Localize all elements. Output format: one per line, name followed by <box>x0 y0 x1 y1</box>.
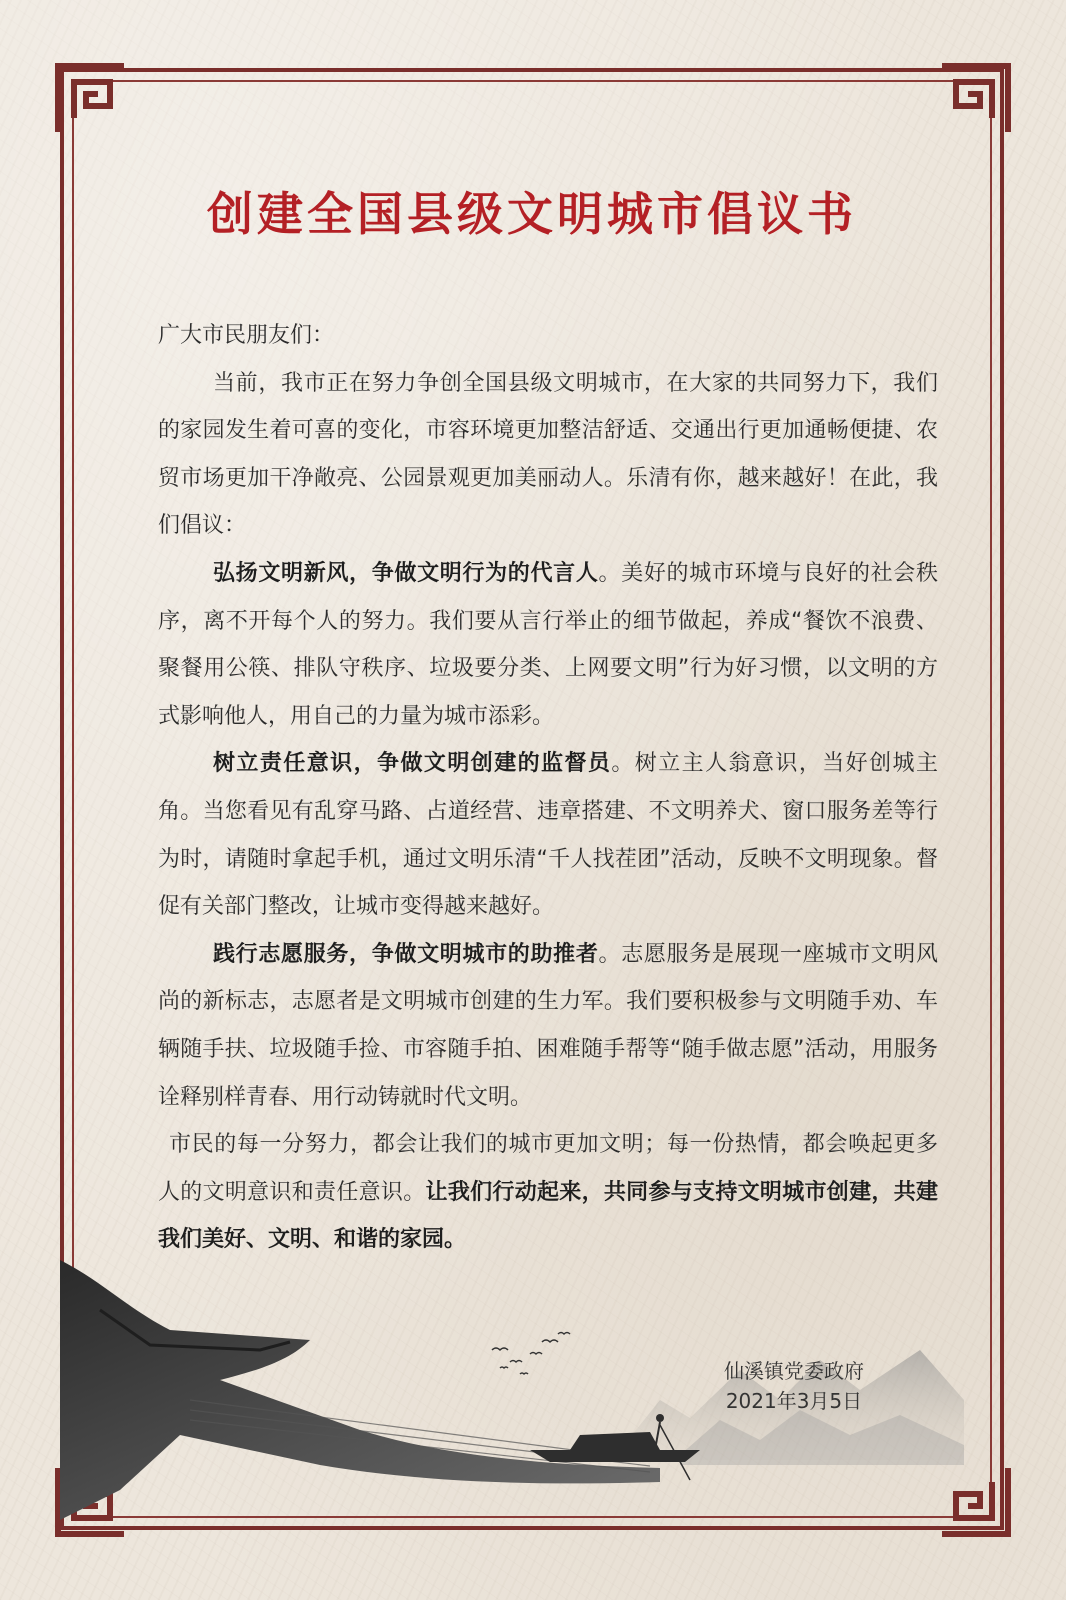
initiative-text-2: 。树立主人翁意识，当好创城主角。当您看见有乱穿马路、占道经营、违章搭建、不文明养犬、窗口服务差等行为时，请随时拿起手机，通过文明乐清“千人找茬团”活动，反映不文明现象。督促有关部门整改，让城市变得越来越好。 <box>158 751 938 920</box>
greeting: 广大市民朋友们： <box>158 323 335 348</box>
signature-block <box>684 1356 904 1416</box>
initiative-heading-2: 树立责任意识，争做文明创建的监督员 <box>213 751 612 777</box>
initiative-text-3: 。志愿服务是展现一座城市文明风尚的新标志，志愿者是文明城市创建的生力军。我们要积极参与文明随手劝、车辆随手扶、垃圾随手捡、市容随手拍、困难随手帮等“随手做志愿”活动，用服务诠释别样青春、用行动铸就时代文明。 <box>158 941 938 1110</box>
closing-emphasis: 让我们行动起来，共同参与支持文明城市创建，共建我们美好、文明、和谐的家园。 <box>158 1179 938 1253</box>
signature-org: 仙溪镇党委政府 <box>724 1359 864 1383</box>
letter-body <box>158 312 938 1264</box>
initiative-text-1: 。美好的城市环境与良好的社会秩序，离不开每个人的努力。我们要从言行举止的细节做起，养成“餐饮不浪费、聚餐用公筷、排队守秩序、垃圾要分类、上网要文明”行为好习惯，以文明的方式影响他人，用自己的力量为城市添彩。 <box>158 560 938 729</box>
initiative-paragraph-3 <box>158 931 938 1121</box>
corner-ornament-top-right <box>938 62 1012 136</box>
birds <box>492 1333 570 1375</box>
closing-text: 市民的每一分努力，都会让我们的城市更加文明；每一份热情，都会唤起更多人的文明意识和责任意识。 <box>158 1132 938 1205</box>
intro-paragraph: 当前，我市正在努力争创全国县级文明城市，在大家的共同努力下，我们的家园发生着可喜的变化，市容环境更加整洁舒适、交通出行更加通畅便捷、农贸市场更加干净敞亮、公园景观更加美丽动人。乐清有你，越来越好！在此，我们倡议： <box>158 370 938 539</box>
corner-ornament-top-left <box>54 62 128 136</box>
page-title: 创建全国县级文明城市倡议书 <box>207 187 857 241</box>
signature-date: 2021年3月5日 <box>725 1389 863 1413</box>
initiative-heading-3: 践行志愿服务，争做文明城市的助推者 <box>213 941 599 967</box>
initiative-heading-1: 弘扬文明新风，争做文明行为的代言人 <box>213 560 599 586</box>
temple-roof <box>60 1260 660 1520</box>
initiative-paragraph-1 <box>158 550 938 740</box>
initiative-paragraph-2 <box>158 740 938 930</box>
closing-paragraph <box>158 1121 938 1264</box>
